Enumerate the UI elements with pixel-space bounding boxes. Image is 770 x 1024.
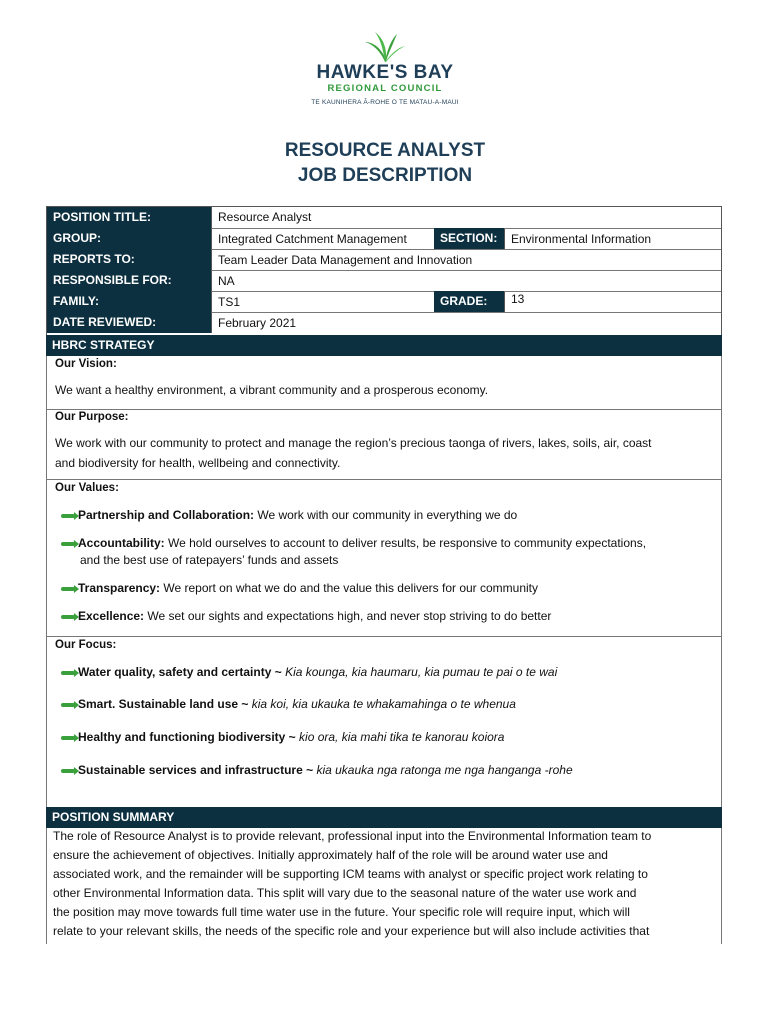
family-label: FAMILY:	[47, 291, 211, 312]
value-item	[61, 507, 517, 524]
responsible-for-value: NA	[211, 270, 721, 291]
value-name: Transparency:	[78, 581, 161, 595]
value-item	[61, 608, 551, 625]
summary-line: associated work, and the remainder will be supporting ICM teams with analyst or specific project work relating to	[53, 867, 648, 881]
vision-section	[46, 356, 722, 410]
arrow-bullet-icon	[61, 703, 75, 707]
focus-name: Smart. Sustainable land use ~	[78, 697, 252, 711]
logo-tagline: TE KAUNIHERA Ā-ROHE O TE MATAU-A-MAUI	[311, 99, 459, 106]
value-text: We hold ourselves to account to deliver results, be responsive to community expectations,	[164, 536, 647, 550]
focus-name: Healthy and functioning biodiversity ~	[78, 730, 300, 744]
arrow-bullet-icon	[61, 769, 75, 773]
summary-line: ensure the achievement of objectives. Initially approximately half of the role will be around water use and	[53, 848, 608, 862]
summary-line: relate to your relevant skills, the needs of the specific role and your experience but will also include activities that	[53, 924, 650, 938]
position-details-table	[46, 206, 722, 336]
focus-maori: kio ora, kia mahi tika te kanorau koiora	[299, 730, 505, 744]
arrow-bullet-icon	[61, 514, 75, 518]
focus-item	[61, 729, 504, 746]
document-subtitle: JOB DESCRIPTION	[297, 165, 473, 186]
position-title-label: POSITION TITLE:	[47, 207, 211, 228]
focus-item	[61, 762, 573, 779]
focus-name: Sustainable services and infrastructure ~	[78, 763, 317, 777]
group-label: GROUP:	[47, 228, 211, 249]
arrow-bullet-icon	[61, 587, 75, 591]
focus-maori: kia ukauka nga ratonga me nga hanganga -rohe	[316, 763, 573, 777]
purpose-text-line-1: We work with our community to protect and manage the region’s precious taonga of rivers, lakes, soils, air, coast	[55, 436, 652, 450]
summary-line: The role of Resource Analyst is to provide relevant, professional input into the Environmental Information team to	[53, 829, 652, 843]
position-summary-section	[46, 828, 722, 944]
reports-to-value: Team Leader Data Management and Innovation	[211, 249, 721, 270]
group-value: Integrated Catchment Management	[211, 228, 434, 249]
focus-label: Our Focus:	[55, 639, 117, 651]
responsible-for-label: RESPONSIBLE FOR:	[47, 270, 211, 291]
arrow-bullet-icon	[61, 542, 75, 546]
focus-maori: Kia kounga, kia haumaru, kia pumau te pai o te wai	[285, 665, 558, 679]
grade-label: GRADE:	[434, 291, 504, 312]
value-text-continued: and the best use of ratepayers’ funds and assets	[80, 553, 339, 567]
values-section	[46, 479, 722, 637]
purpose-text-line-2: and biodiversity for health, wellbeing and connectivity.	[55, 456, 341, 470]
vision-label: Our Vision:	[55, 358, 117, 370]
logo-name: HAWKE'S BAY	[316, 62, 454, 83]
focus-maori: kia koi, kia ukauka te whakamahinga o te whenua	[251, 697, 516, 711]
document-title: RESOURCE ANALYST	[284, 140, 486, 161]
summary-line: the position may move towards full time water use in the future. Your specific role will require input, which will	[53, 905, 630, 919]
purpose-section	[46, 409, 722, 480]
focus-item	[61, 664, 557, 681]
focus-section	[46, 636, 722, 808]
value-name: Partnership and Collaboration:	[78, 508, 255, 522]
family-value: TS1	[211, 291, 434, 312]
section-label: SECTION:	[434, 228, 504, 249]
arrow-bullet-icon	[61, 615, 75, 619]
arrow-bullet-icon	[61, 736, 75, 740]
value-item	[61, 580, 538, 597]
value-text: We report on what we do and the value this delivers for our community	[160, 581, 539, 595]
focus-item	[61, 696, 516, 713]
logo-subtitle: REGIONAL COUNCIL	[327, 83, 443, 94]
value-name: Excellence:	[78, 609, 145, 623]
value-text: We set our sights and expectations high, and never stop striving to do better	[144, 609, 552, 623]
summary-line: other Environmental Information data. This split will vary due to the seasonal nature of the water use work and	[53, 886, 637, 900]
value-text: We work with our community in everything we do	[254, 508, 518, 522]
section-value: Environmental Information	[504, 228, 721, 249]
focus-name: Water quality, safety and certainty ~	[78, 665, 286, 679]
value-name: Accountability:	[78, 536, 165, 550]
arrow-bullet-icon	[61, 671, 75, 675]
values-label: Our Values:	[55, 482, 119, 494]
vision-text: We want a healthy environment, a vibrant community and a prosperous economy.	[55, 383, 489, 397]
reports-to-label: REPORTS TO:	[47, 249, 211, 270]
grade-value: 13	[504, 291, 721, 312]
date-reviewed-value: February 2021	[211, 312, 721, 333]
position-summary-heading: POSITION SUMMARY	[46, 807, 722, 828]
value-item	[61, 535, 646, 569]
strategy-heading: HBRC STRATEGY	[46, 335, 722, 356]
purpose-label: Our Purpose:	[55, 411, 129, 423]
date-reviewed-label: DATE REVIEWED:	[47, 312, 211, 333]
position-title-value: Resource Analyst	[211, 207, 721, 228]
hbrc-logo	[300, 32, 470, 112]
leaf-logo-icon	[363, 30, 407, 64]
